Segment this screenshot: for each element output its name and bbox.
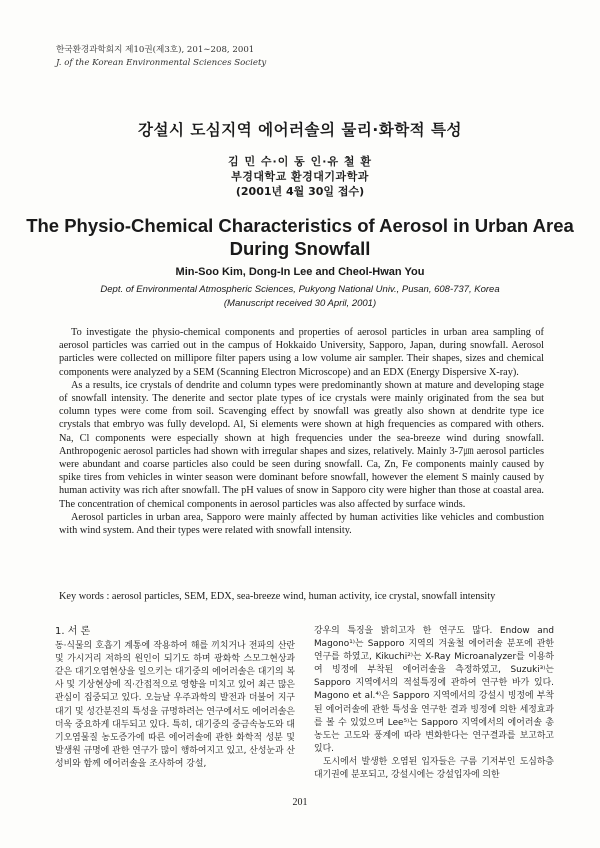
abstract: [59, 326, 544, 537]
korean-title: 강설시 도심지역 에어러솔의 물리·화학적 특성: [138, 121, 462, 139]
journal-header: [56, 44, 266, 70]
english-title-line2: During Snowfall: [229, 238, 371, 259]
english-authors: Min-Soo Kim, Dong-In Lee and Cheol-Hwan You: [175, 266, 425, 278]
journal-en-line: J. of the Korean Environmental Sciences Society: [56, 58, 267, 68]
body-column-left: [55, 625, 295, 771]
body-column-right: [314, 625, 554, 782]
abstract-paragraph-2: As a results, ice crystals of dendrite and column types were predominantly shown at mature and developing stage of snowfall intensity. The denerite and sector plate types of ice crystals were mainly originated from the sea but column types were come from soil. Scavenging effect by snowfall was greatly also shown at dendrite type ice crystals that embryo was fully developd. Al, Si elements were shown at high frequencies as compared with others. Na, Cl components were especially shown at high frequencies under the sea-breeze wind during snowfall. Anthropogenic aerosol particles had shown with irregular shapes and sizes, relatively. Mainly 3-7㎛ aerosol particles were abundant and coarse particles also could be seen during snowfall. Ca, Zn, Fe components mainly caused by spike tires from vehicles in winter season were dominant before snowfall, however the element S mainly caused by human activity was rich after snowfall. The pH values of snow in Sapporo city were higher than those at coastal area. The concentration of chemical components in aerosol particles was also affected by surface winds.: [59, 379, 544, 510]
korean-affiliation: 부경대학교 환경대기과학과: [231, 170, 369, 183]
english-title-line1: The Physio-Chemical Characteristics of Aerosol in Urban Area: [26, 215, 574, 236]
journal-ko-line: 한국환경과학회지 제10권(제3호), 201∼208, 2001: [56, 45, 255, 55]
abstract-paragraph-3: Aerosol particles in urban area, Sapporo were mainly affected by human activities like vehicles and combustion with wind system. And their types were related with snowfall intensity.: [59, 511, 544, 537]
english-title: [0, 214, 600, 260]
introduction-text-left: 동·식물의 호흡기 계통에 작용하여 해를 끼치거나 전파의 산란 및 가시거리 저하의 원인이 되기도 하며 광화학 스모그현상과 같은 대기오염현상을 일으키는 대기중의 에어러솔은 대기의 복사 및 기상현상에 직·간접적으로 영향을 미치고 있어 최근 많은 관심이 집중되고 있다. 오늘날 우주과학의 발전과 더불어 지구대기 및 성간분진의 특성을 규명하려는 연구에서도 에어러솔은 더욱 중요하게 대두되고 있다. 특히, 대기중의 중금속농도와 대기오염물질 농도증가에 따른 에어러솔에 관한 화학적 성분 및 발생원 규명에 관한 연구가 많이 행하여지고 있고, 산성눈과 산성비와 함께 에어러솔을 조사하여 강설,: [55, 641, 295, 769]
keywords: Key words : aerosol particles, SEM, EDX, sea-breeze wind, human activity, ice crystal, snowfall intensity: [59, 591, 496, 602]
abstract-paragraph-1: To investigate the physio-chemical components and properties of aerosol particles in urban area sampling of aerosol particles was carried out in the campus of Hokkaido University, Sapporo, Japan, during snowfall. Aerosol particles were collected on millipore filter papers using a low volume air sampler. Their shapes, sizes and chemical components were analyzed by a SEM (Scanning Electron Microscope) and an EDX (Energy Dispersive X-ray).: [59, 327, 544, 378]
korean-authors: 김 민 수·이 동 인·유 철 환: [228, 155, 372, 168]
english-received-date: (Manuscript received 30 April, 2001): [223, 298, 377, 309]
introduction-text-right-1: 강우의 특징을 밝히고자 한 연구도 많다. Endow and Magono¹⁾는 Sapporo 지역의 겨울철 에어러솔 분포에 관한 연구를 하였고, Kikuchi²⁾는 X-Ray Microanalyzer를 이용하여 빙정에 부착된 에어러솔을 측정하였고, Suzuki³⁾는 Sapporo 지역에서의 적설특징에 관하여 연구한 바가 있다. Magono et al.⁴⁾은 Sapporo 지역에서의 강설시 빙정에 부착된 에어러솔에 관한 특성을 연구한 결과 빙정에 의한 세정효과를 볼 수 있었으며 Lee⁵⁾는 Sapporo 지역에서의 에어러솔 총농도는 고도와 풍계에 따라 변화한다는 연구결과를 보고하고 있다.: [314, 626, 554, 754]
english-affiliation: Dept. of Environmental Atmospheric Sciences, Pukyong National Univ., Pusan, 608-737, Korea: [100, 284, 500, 295]
introduction-text-right-2: 도시에서 발생한 오염된 입자들은 구름 기저부인 도심하층 대기권에 분포되고, 강설시에는 강설입자에 의한: [314, 756, 554, 781]
english-affiliation-block: [0, 283, 600, 311]
page-number: 201: [292, 797, 308, 808]
korean-received-date: (2001년 4월 30일 접수): [235, 185, 365, 198]
section-heading-introduction: 1. 서 론: [55, 626, 91, 637]
